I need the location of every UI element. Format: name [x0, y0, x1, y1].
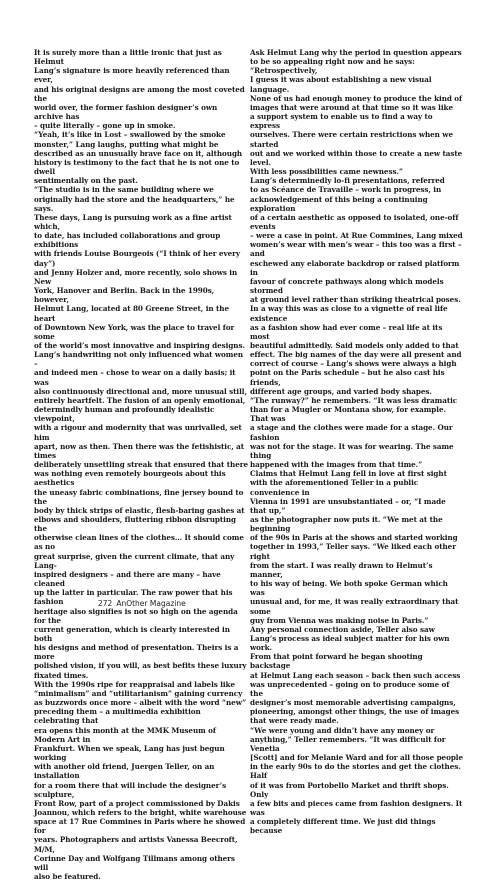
page-footer	[98, 599, 190, 608]
magazine-name: AnOther Magazine	[116, 599, 186, 608]
right-column-text: Ask Helmut Lang why the period in question appears to be so appealing right now and he says: “Retrospectively, I guess it was about establishing a new visual language. None of us had enough money to produce the kind of images that were around at that time so it was like a support system to enable us to find a way to express ourselves. There were certain restrictions when we started out and we worked within those to create a new taste level. With less possibilities came newness.” Lang’s determinedly lo-fi presentations, referred to as Scéance de Travaille – work in progress, in acknowledgement of this being a continuing exploration of a certain aesthetic as opposed to isolated, one-off events – were a case in point. At Rue Commines, Lang mixed women’s wear with men’s wear – this too was a first – and eschewed any elaborate backdrop or raised platform in favour of concrete pathways along which models stormed at ground level rather than striking theatrical poses. In a way this was as close to a vignette of real life existence as a fashion show had ever come – real life at its most beautiful admittedly. Said models only added to that effect. The big names of the day were all present and correct of course – Lang’s shows were always a high point on the Paris schedule – but he also cast his friends, different age groups, and varied body shapes. “The runway?” he remembers. “It was less dramatic than for a Mugler or Montana show, for example. That was a stage and the clothes were made for a stage. Our fashion was not for the stage. It was for wearing. The same thing happened with the images from that time.” Claims that Helmut Lang fell in love at first sight with the aforementioned Teller in a public convenience in Vienna in 1991 are unsubstantiated – or, “I made that up,” as the photographer now puts it. “We met at the beginning of the 90s in Paris at the shows and started working together in 1993,” Teller says. “We liked each other right from the start. I was really drawn to Helmut’s manner, to his way of being. We both spoke German which was unusual and, for me, it was really extraordinary that some guy from Vienna was making noise in Paris.” Any personal connection aside, Teller also saw Lang’s process as ideal subject matter for his own work. From that point forward he began shooting backstage at Helmut Lang each season – back then such access was unprecedented – going on to produce some of the designer’s most memorable advertising campaigns, pioneering, amongst other things, the use of images that were ready made. “We were young and didn’t have any money or anything,” Teller remembers. “It was difficult for Venetia [Scott] and for Melanie Ward and for all those people in the early 90s to do the stories and get the clothes. Half of it was from Portobello Market and thrift shops. Only a few bits and pieces came from fashion designers. It was a completely different time. We just did things because	[250, 48, 463, 836]
left-text-column	[34, 48, 248, 881]
right-text-column	[250, 48, 464, 835]
left-column-text: It is surely more than a little ironic that just as Helmut Lang’s signature is more heavily referenced than ever, and his original designs are among the most coveted the world over, the former fashion designer’s own archive has – quite literally – gone up in smoke. “Yeah, it’s like in Lost – swallowed by the smoke monster,” Lang laughs, putting what might be described as an unusually brave face on it, although history is testimony to the fact that he is not one to dwell sentimentally on the past. “The studio is in the same building where we originally had the store and the headquarters,” he says. These days, Lang is pursuing work as a fine artist which, to date, has included collaborations and group exhibitions with friends Louise Bourgeois (“I think of her every day”) and Jenny Holzer and, more recently, solo shows in New York, Hanover and Berlin. Back in the 1990s, however, Helmut Lang, located at 80 Greene Street, in the heart of Downtown New York, was the place to travel for some of the world’s most innovative and inspiring designs. Lang’s handwriting not only influenced what women – and indeed men – chose to wear on a daily basis; it was also continuously directional and, more unusual still, entirely heartfelt. The fusion of an openly emotional, determindly human and profoundly idealistic viewpoint, with a rigour and modernity that was unrivalled, set him apart, now as then. Then there was the fetishistic, at times deliberately unsettling streak that ensured that there was nothing even remotely bourgeois about this aesthetics the uneasy fabric combinations, fine jersey bound to the body by thick strips of elastic, flesh-baring gashes at elbows and shoulders, fluttering ribbon disrupting the otherwise clean lines of the clothes… It should come as no great surprise, given the current climate, that any Lang- inspired designers – and there are many – have cleaned up the latter in particular. The raw power that his fashion heritage also signifies is not so high on the agenda for the current generation, which is clearly interested in both his designs and method of presentation. Theirs is a more polished vision, if you will, as best befits these luxury fixated times. With the 1990s ripe for reappraisal and labels like “minimalism” and “utilitarianism” gaining currency as buzzwords once more – albeit with the word “new” preceding them – a multimedia exhibition celebrating that era opens this month at the MMK Museum of Modern Art in Frankfurt. When we speak, Lang has just begun working with another old friend, Juergen Teller, on an installation for a room there that will include the designer’s sculpture, Front Row, part of a project commissioned by Dakis Joannou, which refers to the bright, white warehouse space at 17 Rue Commines in Paris where he showed for years. Photographers and artists Vanessa Beecroft, M/M, Corinne Day and Wolfgang Tillmans among others will also be featured.	[34, 48, 248, 881]
page-number: 272	[98, 599, 113, 608]
